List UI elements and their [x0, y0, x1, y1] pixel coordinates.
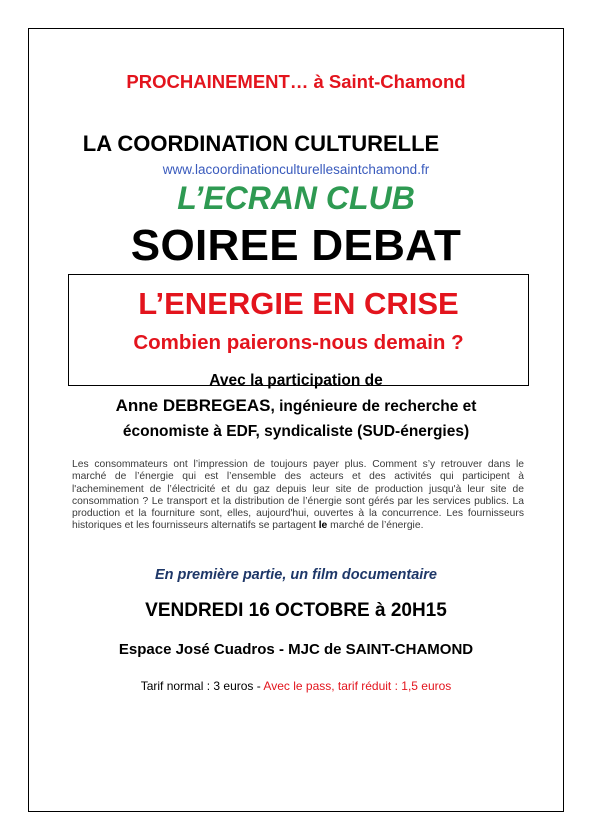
film-note: En première partie, un film documentaire [154, 567, 437, 583]
pricing-line [29, 679, 563, 693]
club-name: L’ECRAN CLUB [177, 180, 415, 216]
topic-box [68, 274, 529, 386]
description-text-before: Les consommateurs ont l’impression de toujours payer plus. Comment s’y retrouver dans le marché de l’énergie qui est l’ensemble des acteurs et des activités qui participent à l'acheminement de l’électricité et du gaz depuis leur site de production jusqu'à leur site de consommation ? Le transport et la distribution de l’énergie sont gérés par les services publics. La production et la fourniture sont, elles, aujourd'hui, ouvertes à la concurrence. Les fournisseurs historiques et les fournisseurs alternatifs se partagent [72, 459, 524, 532]
description-paragraph [72, 459, 524, 533]
speaker-role-part1: , ingénieure de recherche et [270, 398, 477, 415]
event-type-title: SOIREE DEBAT [130, 221, 462, 270]
description-bold-word: le [318, 520, 328, 532]
speaker-role-part2: économiste à EDF, syndicaliste (SUD-énergies) [122, 423, 470, 440]
organizer-name: LA COORDINATION CULTURELLE [82, 131, 440, 156]
speaker-name: Anne DEBREGEAS [115, 396, 271, 415]
speaker-line [29, 396, 563, 416]
price-reduced: Avec le pass, tarif réduit : 1,5 euros [260, 679, 452, 693]
topic-subtitle: Combien paierons-nous demain ? [133, 331, 464, 354]
event-datetime: VENDREDI 16 OCTOBRE à 20H15 [145, 600, 447, 621]
announcement: PROCHAINEMENT… à Saint-Chamond [126, 71, 466, 92]
event-venue: Espace José Cuadros - MJC de SAINT-CHAMOND [118, 641, 474, 658]
poster-frame [28, 28, 564, 812]
description-text-after: marché de l’énergie. [327, 520, 424, 532]
website-link[interactable]: www.lacoordinationculturellesaintchamond.fr [162, 162, 430, 177]
price-normal: Tarif normal : 3 euros - [140, 679, 261, 693]
topic-title: L’ENERGIE EN CRISE [138, 286, 459, 321]
participation-intro: Avec la participation de [209, 372, 383, 389]
